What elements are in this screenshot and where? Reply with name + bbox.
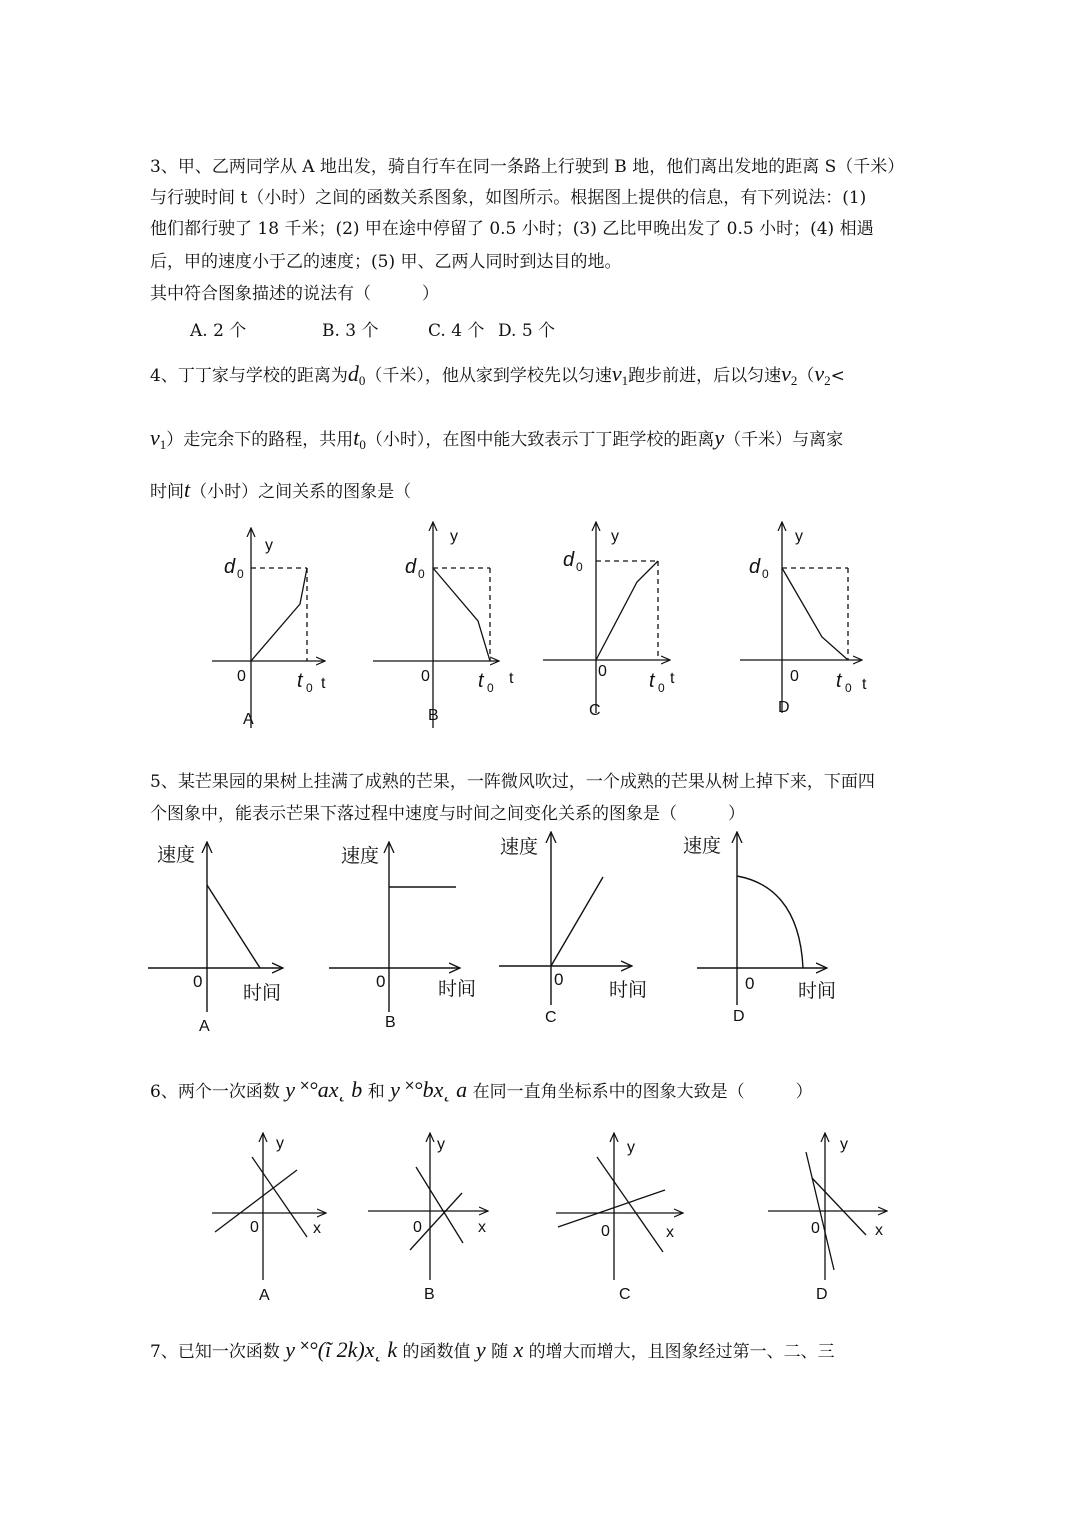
q6-equation-2: y ˟°bx˛ a (390, 1077, 468, 1102)
q7-line (150, 1338, 835, 1364)
origin-label: 0 (554, 970, 564, 989)
t0-label: t (649, 670, 655, 692)
q7-text: 的增大而增大，且图象经过第一、二、三 (528, 1342, 835, 1362)
graph-letter-a: A (243, 711, 254, 728)
math-t: t (184, 477, 191, 502)
q4-line-3 (150, 478, 411, 504)
t0-subscript: 0 (658, 681, 665, 695)
math-sub: 2 (790, 373, 798, 388)
time-axis-label: 时间 (609, 980, 648, 1001)
math-v: v (781, 361, 791, 386)
t0-label: t (478, 670, 484, 692)
q4-text: （千米），他从家到学校先以匀速 (365, 366, 612, 386)
origin-label: 0 (376, 972, 386, 991)
q7-text: 的函数值 (402, 1342, 471, 1362)
q4-line-1 (150, 362, 845, 393)
origin-label: 0 (237, 668, 246, 685)
origin-label: 0 (811, 1220, 820, 1237)
y-axis-label: y (437, 1136, 445, 1153)
q5-graph-d (697, 832, 827, 1005)
math-y: y (475, 1337, 486, 1362)
graph-letter-d: D (778, 699, 790, 716)
t0-label: t (836, 670, 842, 692)
y-axis-label: y (265, 537, 273, 554)
graph-letter-c: C (589, 702, 601, 719)
speed-axis-label: 速度 (341, 846, 380, 867)
y-axis-label: y (276, 1135, 284, 1152)
q6-equation-1: y ˟°ax˛ b (285, 1077, 363, 1102)
origin-label: 0 (790, 668, 799, 685)
q3-line-5: 其中符合图象描述的说法有（ ） (150, 284, 439, 304)
time-axis-label: 时间 (243, 983, 282, 1004)
q4-text: （千米）与离家 (724, 430, 844, 450)
speed-axis-label: 速度 (157, 845, 196, 866)
t0-subscript: 0 (306, 681, 313, 695)
math-d: d (347, 361, 359, 386)
t0-subscript: 0 (487, 681, 494, 695)
q6-text: 和 (367, 1082, 385, 1102)
d0-subscript: 0 (418, 567, 425, 581)
q4-text: 跑步前进，后以匀速 (628, 366, 782, 386)
q4-text: < (830, 366, 845, 386)
x-axis-label: x (666, 1224, 674, 1241)
q4-text: 时间 (150, 482, 184, 502)
math-v: v (814, 361, 825, 386)
origin-label: 0 (413, 1219, 422, 1236)
graph-letter-a: A (199, 1018, 210, 1035)
q7-text: 7、已知一次函数 (150, 1342, 280, 1362)
time-axis-label: 时间 (438, 979, 477, 1000)
y-axis-label: y (450, 528, 458, 545)
q5-line-1: 5、某芒果园的果树上挂满了成熟的芒果，一阵微风吹过，一个成熟的芒果从树上掉下来，下面四 (150, 772, 875, 792)
graph-letter-b: B (385, 1014, 396, 1031)
y-axis-label: y (795, 528, 803, 545)
q3-option-d: D. 5 个 (498, 321, 556, 341)
origin-label: 0 (745, 974, 755, 993)
origin-label: 0 (193, 972, 203, 991)
q6-graphs (0, 1125, 1087, 1310)
t-axis-label: t (670, 670, 675, 687)
q6-graph-d (768, 1133, 887, 1280)
q3-line-2: 与行驶时间 t（小时）之间的函数关系图象，如图所示。根据图上提供的信息，有下列说法：(1) (150, 188, 867, 208)
t-axis-label: t (509, 670, 514, 687)
q3-line-4: 后，甲的速度小于乙的速度；(5) 甲、乙两人同时到达目的地。 (150, 252, 622, 272)
graph-letter-d: D (733, 1008, 745, 1025)
math-sub: 0 (358, 373, 366, 388)
q3-line-1: 3、甲、乙两同学从 A 地出发，骑自行车在同一条路上行驶到 B 地，他们离出发地的距离 S（千米） (150, 157, 905, 177)
q4-graph-d (740, 522, 862, 713)
origin-label: 0 (598, 663, 607, 680)
d0-label: d (563, 549, 575, 571)
q7-text: 随 (491, 1342, 509, 1362)
y-axis-label: y (840, 1136, 848, 1153)
x-axis-label: x (875, 1222, 883, 1239)
graph-letter-c: C (545, 1009, 557, 1026)
math-sub: 0 (359, 437, 366, 452)
t0-subscript: 0 (845, 681, 852, 695)
q5-line-2: 个图象中，能表示芒果下落过程中速度与时间之间变化关系的图象是（ ） (150, 804, 745, 824)
q6-text: 6、两个一次函数 (150, 1082, 280, 1102)
math-sub: 1 (621, 373, 629, 388)
y-axis-label: y (627, 1139, 635, 1156)
math-v: v (150, 425, 160, 450)
t0-label: t (297, 670, 303, 692)
math-x: x (513, 1337, 524, 1362)
graph-letter-b: B (428, 707, 439, 724)
q3-option-b: B. 3 个 (322, 321, 379, 341)
speed-axis-label: 速度 (500, 837, 539, 858)
origin-label: 0 (421, 668, 430, 685)
speed-axis-label: 速度 (683, 836, 722, 857)
time-axis-label: 时间 (798, 981, 837, 1002)
q3-line-3: 他们都行驶了 18 千米；(2) 甲在途中停留了 0.5 小时；(3) 乙比甲晚出发了 0.5 小时；(4) 相遇 (150, 219, 874, 239)
q4-line-2 (150, 426, 843, 457)
math-sub: 1 (159, 437, 167, 452)
q6-graph-b (368, 1133, 488, 1280)
t-axis-label: t (321, 675, 326, 692)
x-axis-label: x (478, 1219, 486, 1236)
graph-letter-a: A (259, 1287, 270, 1304)
q7-equation: y ˟°(ĩ 2k)x˛ k (285, 1337, 398, 1362)
d0-label: d (224, 556, 236, 578)
graph-letter-d: D (816, 1286, 828, 1303)
q6-graph-c (556, 1133, 683, 1280)
t-axis-label: t (862, 676, 867, 693)
d0-subscript: 0 (762, 567, 769, 581)
q4-text: 4、丁丁家与学校的距离为 (150, 366, 348, 386)
d0-subscript: 0 (576, 560, 583, 574)
q4-graphs (0, 515, 1087, 730)
graph-letter-b: B (424, 1286, 435, 1303)
q4-text: ）走完余下的路程，共用 (166, 430, 354, 450)
x-axis-label: x (313, 1220, 321, 1237)
q4-text: （小时），在图中能大致表示丁丁距学校的距离 (365, 430, 715, 450)
math-y: y (714, 425, 725, 450)
q6-text: 在同一直角坐标系中的图象大致是（ ） (472, 1082, 813, 1102)
math-t: t (353, 425, 360, 450)
d0-label: d (749, 556, 761, 578)
q4-text: （ (797, 366, 815, 386)
graph-letter-c: C (619, 1286, 631, 1303)
q6-graph-a (212, 1133, 326, 1280)
math-v: v (611, 361, 622, 386)
math-sub: 2 (824, 373, 831, 388)
y-axis-label: y (611, 528, 619, 545)
q4-text: （小时）之间关系的图象是（ (190, 482, 412, 502)
q6-line (150, 1078, 813, 1104)
q4-graph-b (373, 522, 499, 728)
d0-subscript: 0 (237, 567, 244, 581)
q3-option-a: A. 2 个 (190, 321, 247, 341)
d0-label: d (405, 556, 417, 578)
origin-label: 0 (250, 1219, 259, 1236)
q3-option-c: C. 4 个 (428, 321, 485, 341)
q5-graphs (0, 830, 1087, 1040)
origin-label: 0 (601, 1223, 610, 1240)
